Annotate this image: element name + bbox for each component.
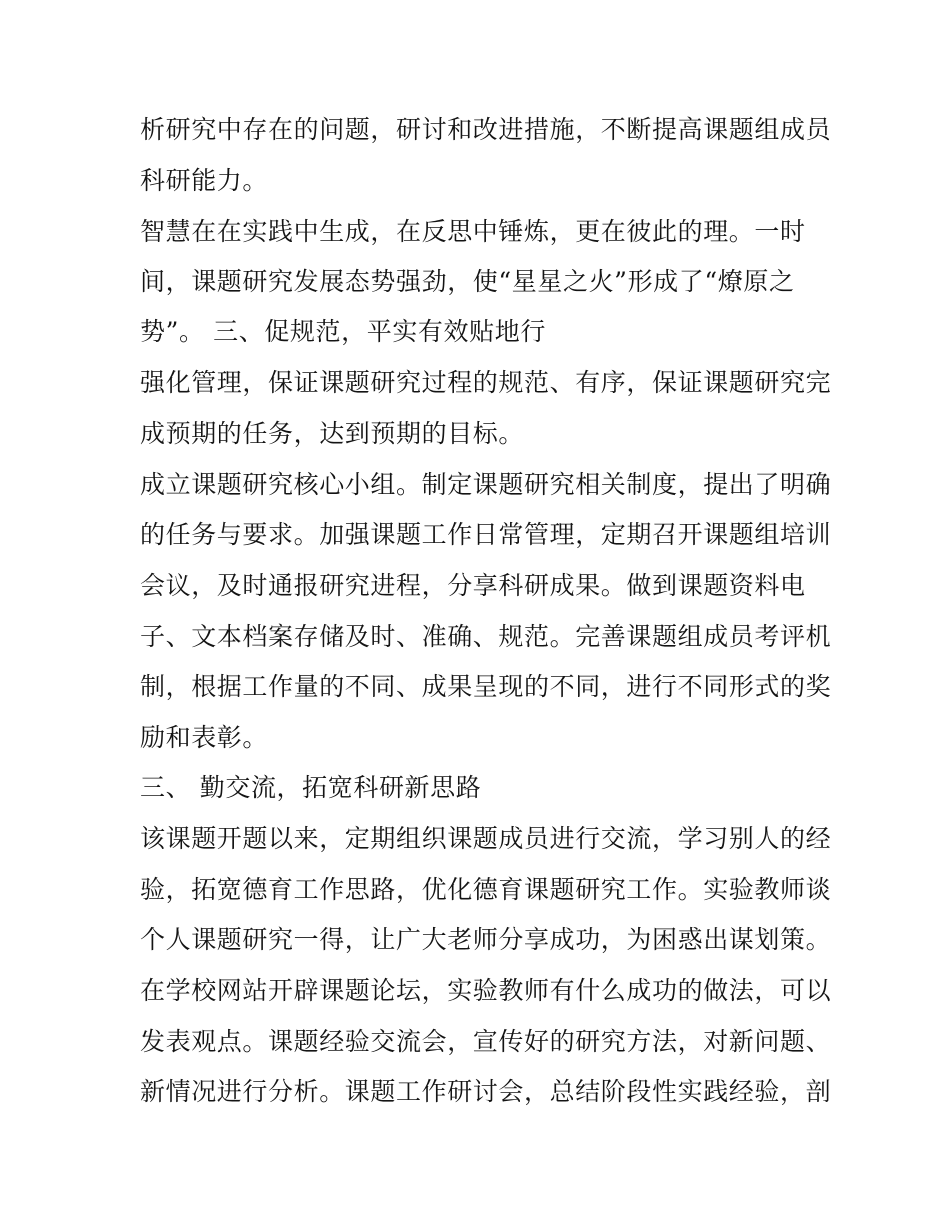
text-line: 间，课题研究发展态势强劲，使“星星之火”形成了“燎原之: [140, 267, 795, 296]
text-line: 会议，及时通报研究进程，分享科研成果。做到课题资料电: [140, 571, 806, 600]
text-line: 验，拓宽德育工作思路，优化德育课题研究工作。实验教师谈: [140, 875, 832, 904]
text-line: 强化管理，保证课题研究过程的规范、有序，保证课题研究完: [140, 368, 832, 397]
text-line: 个人课题研究一得，让广大老师分享成功，为困惑出谋划策。: [140, 925, 832, 954]
text-line: 制，根据工作量的不同、成果呈现的不同，进行不同形式的奖: [140, 672, 832, 701]
text-line: 成预期的任务，达到预期的目标。: [140, 419, 525, 448]
text-line: 的任务与要求。加强课题工作日常管理，定期召开课题组培训: [140, 520, 832, 549]
text-line: 子、文本档案存储及时、准确、规范。完善课题组成员考评机: [140, 622, 832, 651]
text-line: 智慧在在实践中生成，在反思中锤炼，更在彼此的理。一时: [140, 217, 806, 246]
text-line: 励和表彰。: [140, 723, 269, 752]
text-line: 发表观点。课题经验交流会，宣传好的研究方法，对新问题、: [140, 1027, 832, 1056]
text-line: 势”。 三、促规范，平实有效贴地行: [140, 317, 546, 346]
text-line: 析研究中存在的问题，研讨和改进措施，不断提高课题组成员: [140, 115, 832, 144]
text-line: 在学校网站开辟课题论坛，实验教师有什么成功的做法，可以: [140, 976, 832, 1005]
text-line: 新情况进行分析。课题工作研讨会，总结阶段性实践经验，剖: [140, 1077, 832, 1106]
section-heading: 三、 勤交流，拓宽科研新思路: [140, 773, 482, 802]
text-line: 成立课题研究核心小组。制定课题研究相关制度，提出了明确: [140, 470, 832, 499]
text-line: 科研能力。: [140, 166, 269, 195]
text-line: 该课题开题以来，定期组织课题成员进行交流，学习别人的经: [140, 824, 832, 853]
